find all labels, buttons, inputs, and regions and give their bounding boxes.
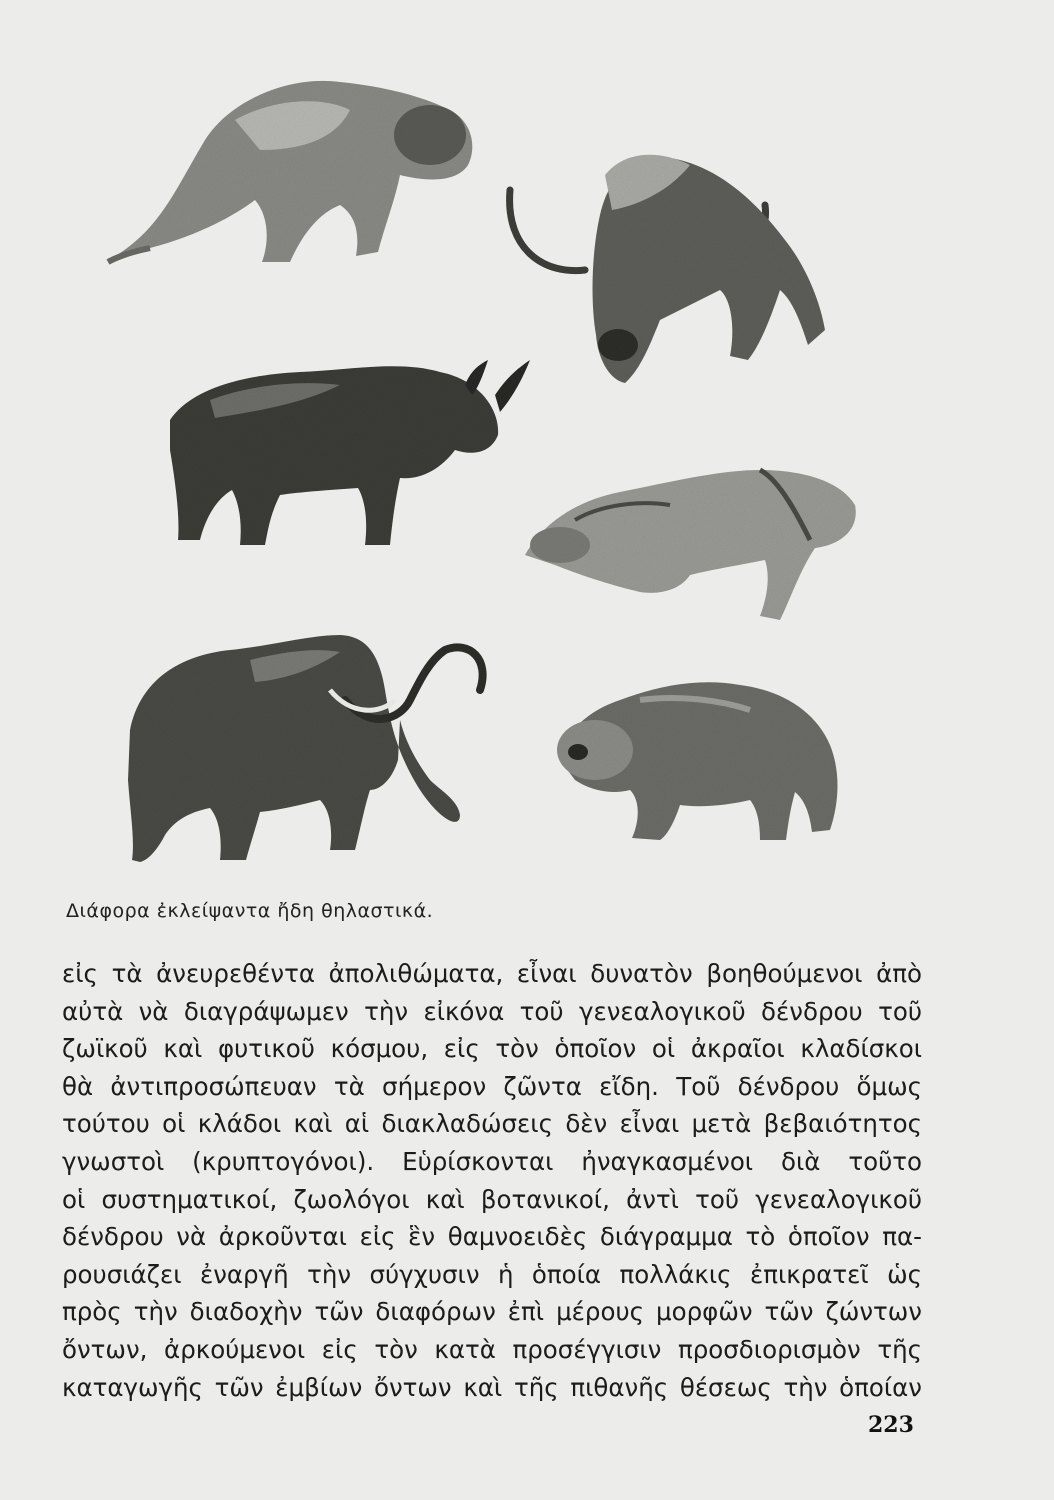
body-line: αὐτὰ νὰ διαγράψωμεν τὴν εἰκόνα τοῦ γενεαλογικοῦ δένδρου τοῦ xyxy=(62,996,922,1026)
body-line: ρουσιάζει ἐναργῆ τὴν σύγχυσιν ἡ ὁποία πολλάκις ἐπικρατεῖ ὡς xyxy=(62,1259,922,1289)
woolly-rhinoceros-figure xyxy=(170,360,530,545)
ground-sloth-figure xyxy=(108,81,472,262)
body-line: δένδρου νὰ ἀρκοῦνται εἰς ἓν θαμνοειδὲς διάγραμμα τὸ ὁποῖον πα- xyxy=(62,1222,922,1252)
body-line: γνωστοὶ (κρυπτογόνοι). Εὑρίσκονται ἠναγκασμένοι διὰ τοῦτο xyxy=(62,1146,922,1176)
body-line: θὰ ἀντιπροσώπευαν τὰ σήμερον ζῶντα εἴδη. Τοῦ δένδρου ὅμως xyxy=(62,1071,922,1101)
sabre-toothed-cat-figure xyxy=(525,470,856,620)
figure-caption: Διάφορα ἐκλείψαντα ἤδη θηλαστικά. xyxy=(66,900,434,922)
long-horned-bison-figure xyxy=(510,155,825,383)
body-line: πρὸς τὴν διαδοχὴν τῶν διαφόρων ἐπὶ μέρους μορφῶν τῶν ζώντων xyxy=(62,1297,922,1327)
body-line: ζωϊκοῦ καὶ φυτικοῦ κόσμου, εἰς τὸν ὁποῖον οἱ ἀκραῖοι κλαδίσκοι xyxy=(62,1034,922,1064)
body-text xyxy=(62,955,922,1406)
body-line: εἰς τὰ ἀνευρεθέντα ἀπολιθώματα, εἶναι δυνατὸν βοηθούμενοι ἀπὸ xyxy=(62,959,922,988)
cave-bear-figure xyxy=(557,682,838,840)
body-line: ὄντων, ἀρκούμενοι εἰς τὸν κατὰ προσέγγισιν προσδιορισμὸν τῆς xyxy=(62,1334,922,1364)
body-line: οἱ συστηματικοί, ζωολόγοι καὶ βοτανικοί, ἀντὶ τοῦ γενεαλογικοῦ xyxy=(62,1184,922,1214)
woolly-mammoth-figure xyxy=(128,635,483,862)
body-line: καταγωγῆς τῶν ἐμβίων ὄντων καὶ τῆς πιθανῆς θέσεως τὴν ὁποίαν xyxy=(62,1372,922,1402)
body-line: τούτου οἱ κλάδοι καὶ αἱ διακλαδώσεις δὲν εἶναι μετὰ βεβαιότητος xyxy=(62,1109,922,1139)
page-number: 223 xyxy=(868,1412,914,1438)
